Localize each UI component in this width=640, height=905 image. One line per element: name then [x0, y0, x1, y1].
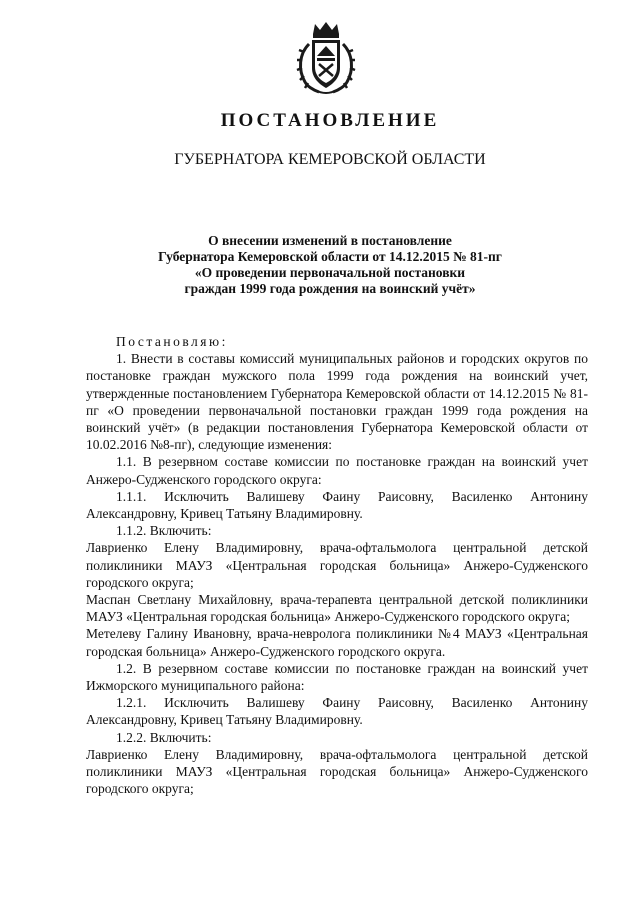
body-paragraph: 1.2. В резервном составе комиссии по постановке граждан на воинский учет Ижморского муниципального района:	[86, 660, 588, 694]
document-type-heading: ПОСТАНОВЛЕНИЕ	[220, 110, 440, 131]
body-paragraph: Лавриенко Елену Владимировну, врача-офтальмолога центральной детской поликлиники МАУЗ «Центральная городская больница» Анжеро-Судженского городского округа;	[86, 746, 588, 797]
body-paragraph: Метелеву Галину Ивановну, врача-невролога поликлиники №4 МАУЗ «Центральная городская больница» Анжеро-Судженского городского округа.	[86, 626, 588, 659]
subject-line: Губернатора Кемеровской области от 14.12.2015 № 81-пг	[158, 249, 502, 264]
subject-line: О внесении изменений в постановление	[208, 233, 452, 248]
body-paragraph: 1.1.2. Включить:	[116, 523, 212, 539]
body-paragraph: 1.2.2. Включить:	[116, 729, 212, 745]
coat-of-arms-emblem	[295, 20, 357, 96]
coat-of-arms-icon	[295, 20, 357, 96]
body-paragraph: 1.1. В резервном составе комиссии по постановке граждан на воинский учет Анжеро-Судженского городского округа:	[86, 454, 588, 487]
issuer-heading: ГУБЕРНАТОРА КЕМЕРОВСКОЙ ОБЛАСТИ	[174, 151, 486, 168]
body-paragraph: 1.1.1. Исключить Валишеву Фаину Раисовну, Василенко Антонину Александровну, Кривец Татьяну Владимировну.	[86, 488, 588, 522]
body-paragraph: 1.2.1. Исключить Валишеву Фаину Раисовну, Василенко Антонину Александровну, Кривец Татьяну Владимировну.	[86, 695, 588, 728]
decree-word: Постановляю:	[116, 334, 228, 349]
body-paragraph: Маспан Светлану Михайловну, врача-терапевта центральной детской поликлиники МАУЗ «Центральная городская больница» Анжеро-Судженского городского округа;	[86, 592, 588, 625]
subject-line: «О проведении первоначальной постановки	[194, 265, 466, 280]
subject-line: граждан 1999 года рождения на воинский учёт»	[184, 281, 476, 296]
body-paragraph: 1. Внести в составы комиссий муниципальных районов и городских округов по постановке граждан мужского пола 1999 года рождения на воинский учет, утвержденные постановлением Губернатора Кемеровской области от 14.12.2015 № 81-пг «О проведении первоначальной постановки граждан 1999 года рождения на воинский учёт» (в редакции постановления Губернатора Кемеровской области от 10.02.2016 №8-пг), следующие изменения:	[86, 351, 588, 453]
body-paragraph: Лавриенко Елену Владимировну, врача-офтальмолога центральной детской поликлиники МАУЗ «Центральная городская больница» Анжеро-Судженского городского округа;	[86, 540, 588, 590]
document-subject	[100, 233, 560, 297]
document-body	[86, 333, 588, 797]
